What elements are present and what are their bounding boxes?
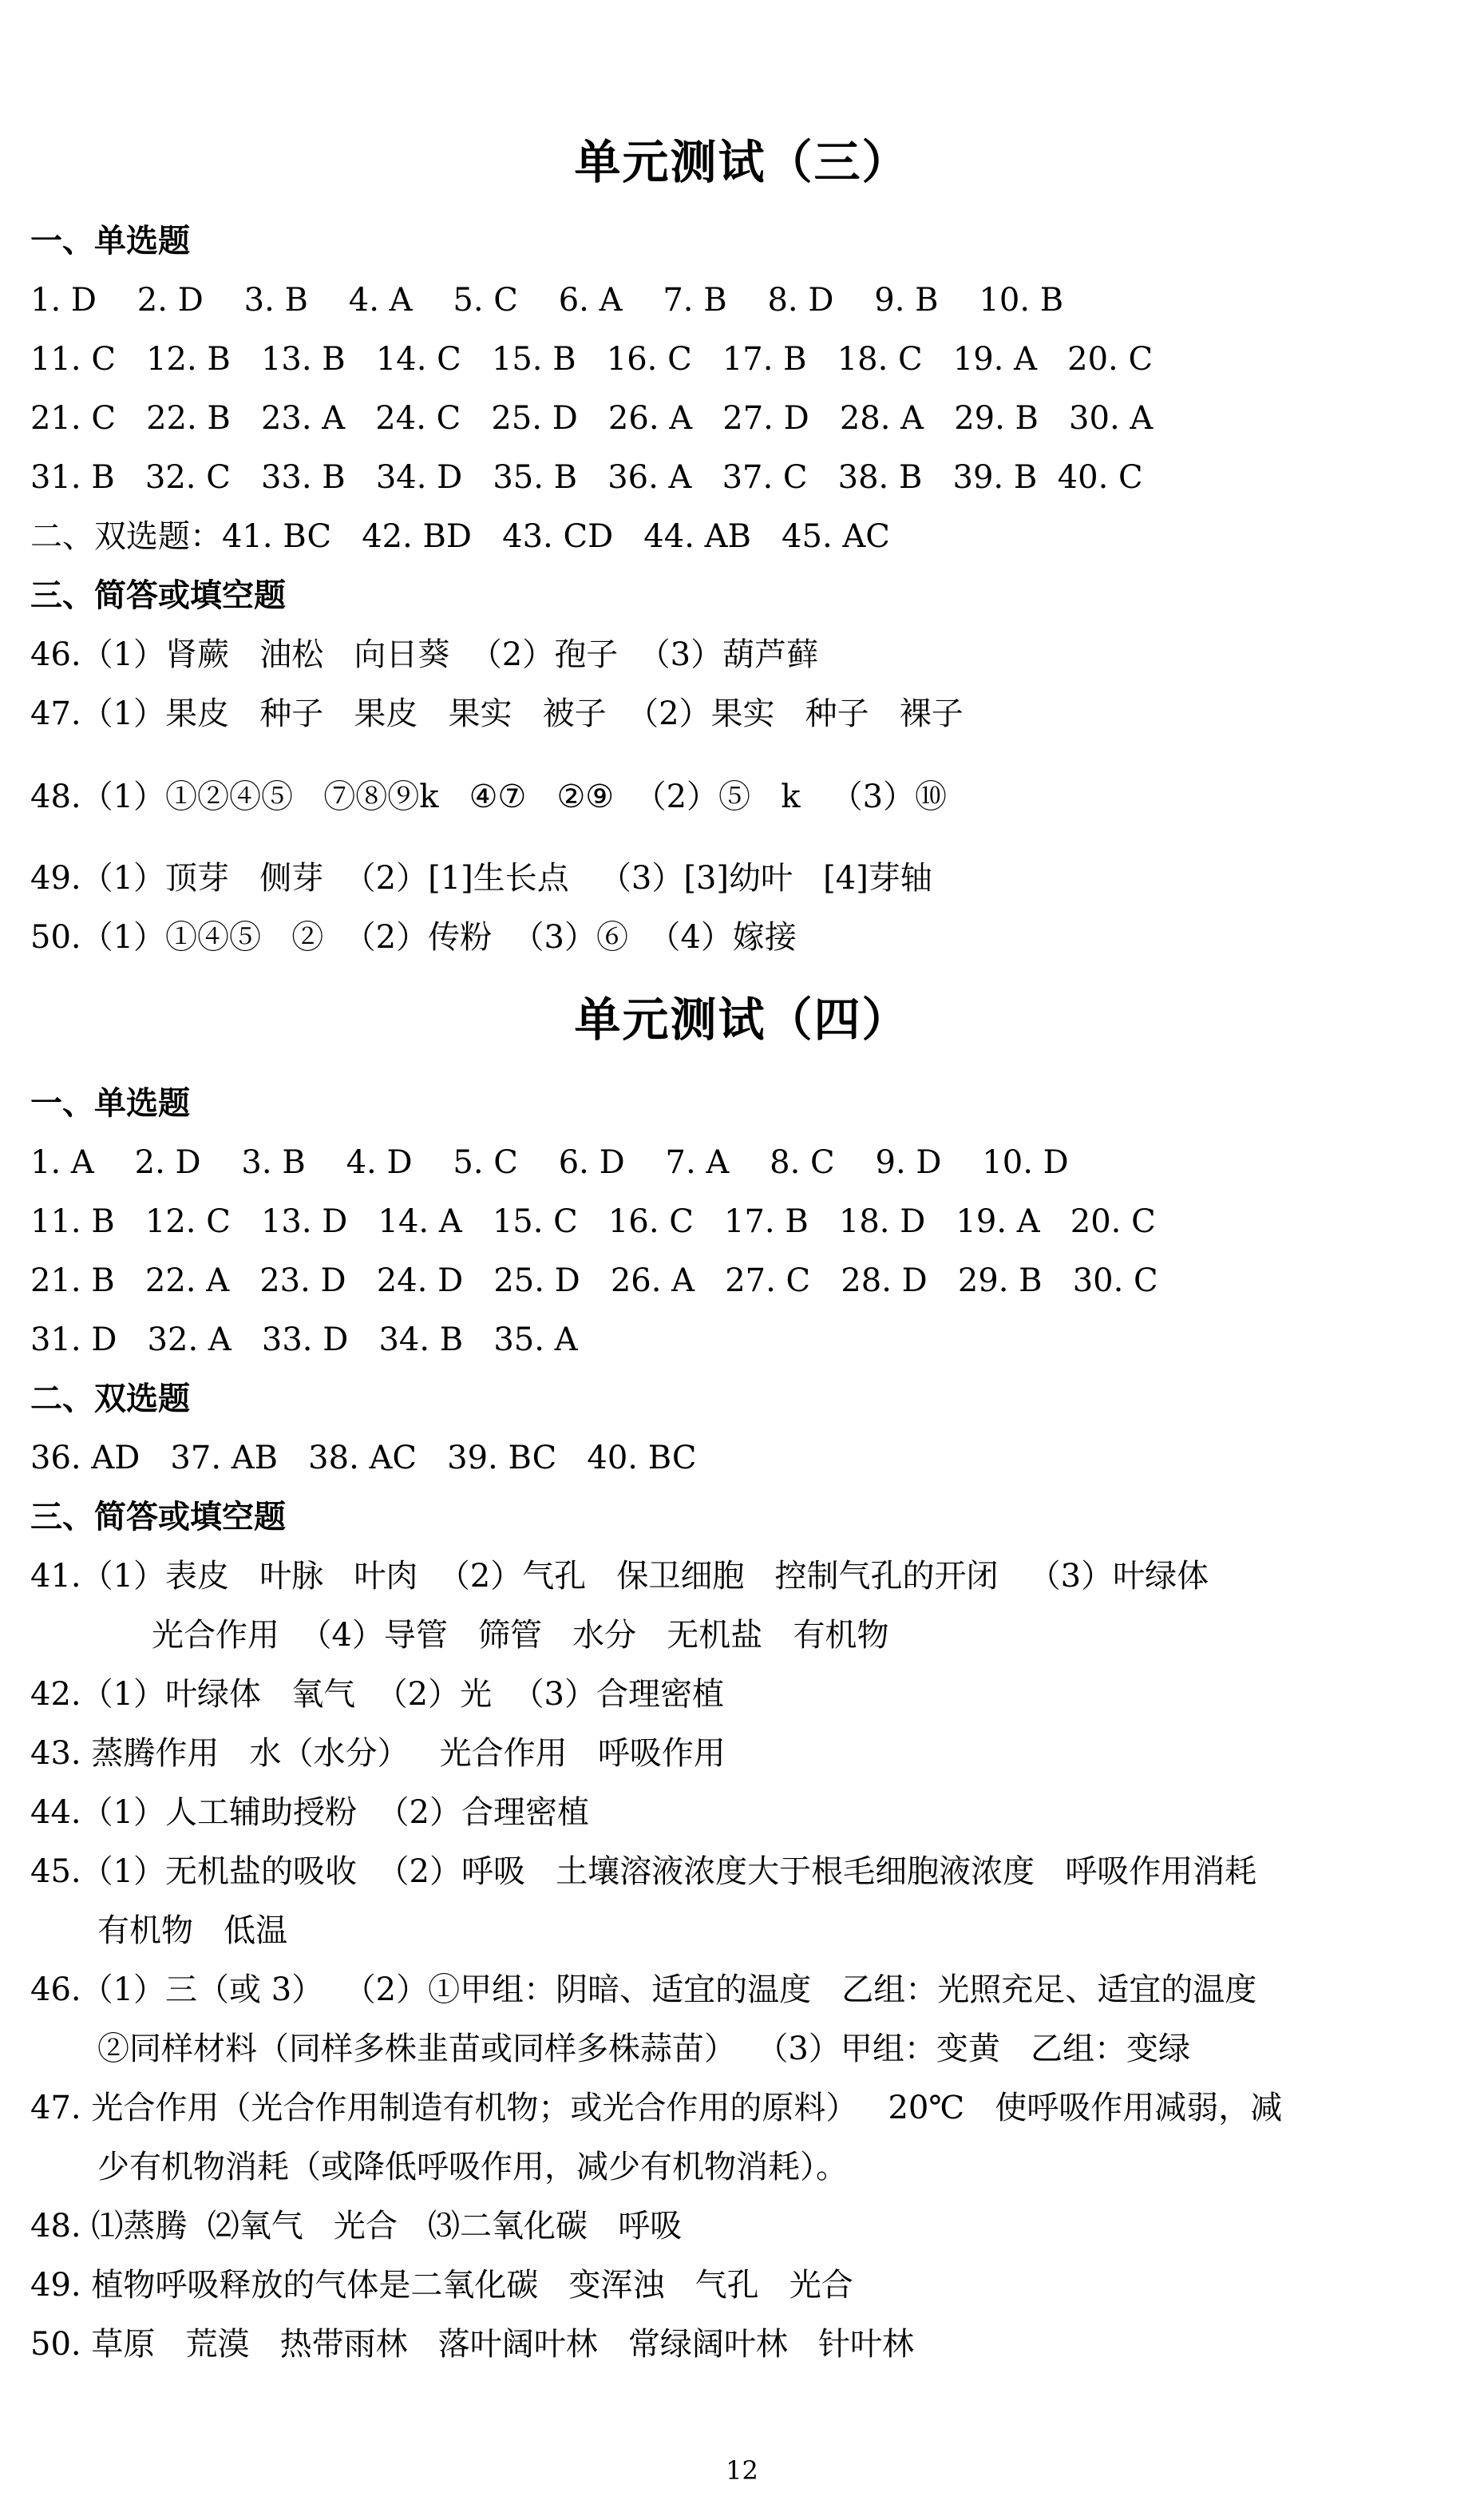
test4-answer-48: 48. ⑴蒸腾 ⑵氧气 光合 ⑶二氧化碳 呼吸 (30, 2208, 683, 2245)
test3-answer-47: 47.（1）果皮 种子 果皮 果实 被子 （2）果实 种子 裸子 (30, 695, 964, 732)
test4-single-choice-heading: 一、单选题 (30, 1085, 190, 1122)
test4-mc-row-3: 21. B 22. A 23. D 24. D 25. D 26. A 27. C 28. D 29. B 30. C (30, 1262, 1158, 1299)
test3-short-answer-heading: 三、简答或填空题 (30, 577, 286, 614)
test4-answer-46: 46.（1）三（或 3） （2）①甲组：阴暗、适宜的温度 乙组：光照充足、适宜的温度 (30, 1971, 1257, 2008)
test4-short-answer-heading: 三、简答或填空题 (30, 1499, 286, 1535)
page-number: 12 (726, 2455, 758, 2486)
test3-answer-48: 48.（1）①②④⑤ ⑦⑧⑨k ④⑦ ②⑨ （2）⑤ k （3）⑩ (30, 779, 948, 815)
test4-double-choice: 36. AD 37. AB 38. AC 39. BC 40. BC (30, 1440, 697, 1476)
test4-answer-50: 50. 草原 荒漠 热带雨林 落叶阔叶林 常绿阔叶林 针叶林 (30, 2326, 915, 2363)
test4-answer-45: 45.（1）无机盐的吸收 （2）呼吸 土壤溶液浓度大于根毛细胞液浓度 呼吸作用消耗 (30, 1853, 1257, 1890)
test4-answer-46-cont: ②同样材料（同样多株韭苗或同样多株蒜苗） （3）甲组：变黄 乙组：变绿 (97, 2031, 1191, 2067)
test3-double-choice: 二、双选题：41. BC 42. BD 43. CD 44. AB 45. AC (30, 518, 890, 555)
test4-title: 单元测试（四） (574, 993, 910, 1047)
test4-answer-45-cont: 有机物 低温 (97, 1912, 288, 1949)
test4-mc-row-1: 1. A 2. D 3. B 4. D 5. C 6. D 7. A 8. C 9. D 10. D (30, 1144, 1069, 1181)
test3-answer-49: 49.（1）顶芽 侧芽 （2）[1]生长点 （3）[3]幼叶 [4]芽轴 (30, 860, 932, 897)
test4-mc-row-4: 31. D 32. A 33. D 34. B 35. A (30, 1321, 578, 1358)
test3-title: 单元测试（三） (574, 135, 910, 189)
test4-answer-42: 42.（1）叶绿体 氧气 （2）光 （3）合理密植 (30, 1676, 724, 1713)
test4-answer-43: 43. 蒸腾作用 水（水分） 光合作用 呼吸作用 (30, 1735, 726, 1772)
test4-answer-47-cont: 少有机物消耗（或降低呼吸作用，减少有机物消耗）。 (97, 2149, 848, 2185)
test4-answer-49: 49. 植物呼吸释放的气体是二氧化碳 变浑浊 气孔 光合 (30, 2267, 853, 2304)
test3-mc-row-2: 11. C 12. B 13. B 14. C 15. B 16. C 17. B 18. C 19. A 20. C (30, 341, 1154, 378)
test3-mc-row-4: 31. B 32. C 33. B 34. D 35. B 36. A 37. C 38. B 39. B 40. C (30, 459, 1143, 496)
test4-answer-41: 41.（1）表皮 叶脉 叶肉 （2）气孔 保卫细胞 控制气孔的开闭 （3）叶绿体 (30, 1558, 1209, 1595)
test4-answer-44: 44.（1）人工辅助授粉 （2）合理密植 (30, 1794, 589, 1831)
test3-single-choice-heading: 一、单选题 (30, 223, 190, 260)
test4-answer-41-cont: 光合作用 （4）导管 筛管 水分 无机盐 有机物 (152, 1617, 889, 1654)
test3-answer-46: 46.（1）肾蕨 油松 向日葵 （2）孢子 （3）葫芦藓 (30, 636, 819, 673)
test3-mc-row-1: 1. D 2. D 3. B 4. A 5. C 6. A 7. B 8. D 9. B 10. B (30, 282, 1064, 319)
test4-answer-47: 47. 光合作用（光合作用制造有机物；或光合作用的原料） 20℃ 使呼吸作用减弱，减 (30, 2090, 1283, 2126)
test4-mc-row-2: 11. B 12. C 13. D 14. A 15. C 16. C 17. B 18. D 19. A 20. C (30, 1203, 1156, 1240)
test3-mc-row-3: 21. C 22. B 23. A 24. C 25. D 26. A 27. D 28. A 29. B 30. A (30, 400, 1154, 437)
test4-double-choice-heading: 二、双选题 (30, 1381, 190, 1417)
test3-answer-50: 50.（1）①④⑤ ② （2）传粉 （3）⑥ （4）嫁接 (30, 919, 797, 956)
